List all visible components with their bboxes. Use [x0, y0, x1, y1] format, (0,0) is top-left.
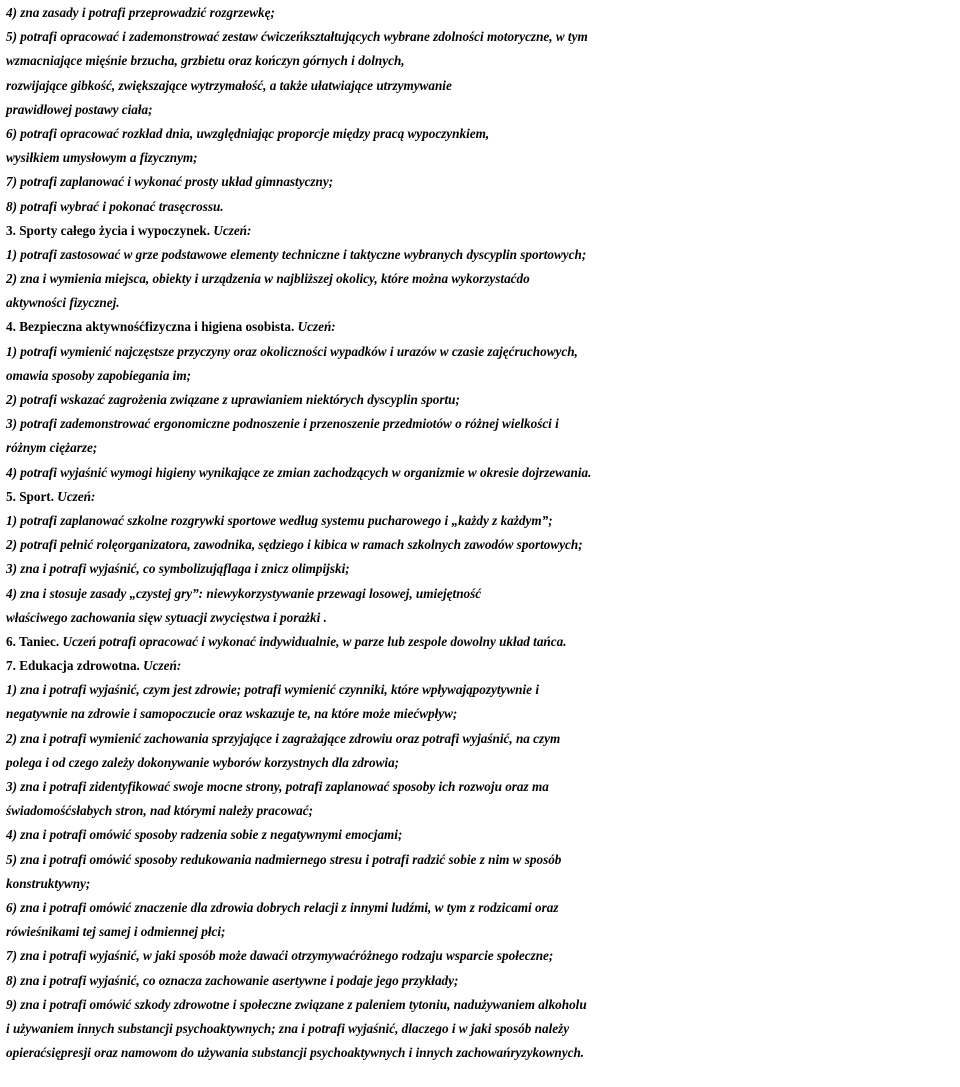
list-item-line: i używaniem innych substancji psychoaktywnych; zna i potrafi wyjaśnić, dlaczego i w jaki sposób należy — [6, 1020, 570, 1036]
list-item-line: prawidłowej postawy ciała; — [6, 101, 153, 117]
list-item-line: 8) zna i potrafi wyjaśnić, co oznacza zachowanie asertywne i podaje jego przykłady; — [6, 972, 459, 988]
list-item-line: 6) potrafi opracować rozkład dnia, uwzględniając proporcje między pracą wypoczynkiem, — [6, 125, 490, 141]
list-item-line: 1) potrafi zastosować w grze podstawowe elementy techniczne i taktyczne wybranych dyscyplin sportowych; — [6, 246, 587, 262]
list-item-line: 4) zna i potrafi omówić sposoby radzenia sobie z negatywnymi emocjami; — [6, 827, 403, 843]
section-heading: 5. Sport. — [6, 488, 54, 504]
list-item-line: 7) potrafi zaplanować i wykonać prosty układ gimnastyczny; — [6, 174, 334, 190]
list-item-line: 8) potrafi wybrać i pokonać trasęcrossu. — [6, 198, 224, 214]
list-item-line: 1) potrafi wymienić najczęstsze przyczyny oraz okoliczności wypadków i urazów w czasie zajęćruchowych, — [6, 343, 578, 359]
list-item-line: wysiłkiem umysłowym a fizycznym; — [6, 150, 198, 166]
list-item-line: rozwijające gibkość, zwiększające wytrzymałość, a także ułatwiające utrzymywanie — [6, 77, 452, 93]
list-item-line: 4) potrafi wyjaśnić wymogi higieny wynikające ze zmian zachodzących w organizmie w okresie dojrzewania. — [6, 464, 592, 480]
section-heading: 6. Taniec. — [6, 633, 60, 649]
list-item-line: 3) zna i potrafi wyjaśnić, co symbolizująflaga i znicz olimpijski; — [6, 561, 350, 577]
list-item-line: omawia sposoby zapobiegania im; — [6, 367, 191, 383]
list-item-line: 3) potrafi zademonstrować ergonomiczne podnoszenie i przenoszenie przedmiotów o różnej wielkości i — [6, 416, 559, 432]
section-heading-line — [6, 630, 958, 654]
section-heading-line — [6, 315, 958, 339]
section-heading: 3. Sporty całego życia i wypoczynek. — [6, 222, 211, 238]
section-heading-rest: Uczeń potrafi opracować i wykonać indywidualnie, w parze lub zespole dowolny układ tańca. — [62, 633, 567, 649]
section-heading-line — [6, 219, 958, 243]
list-item-line: 1) zna i potrafi wyjaśnić, czym jest zdrowie; potrafi wymienić czynniki, które wpływająpozytywnie i — [6, 682, 539, 698]
section-heading: 7. Edukacja zdrowotna. — [6, 658, 140, 674]
list-item-line: polega i od czego zależy dokonywanie wyborów korzystnych dla zdrowia; — [6, 754, 400, 770]
list-item-line: różnym ciężarze; — [6, 440, 98, 456]
list-item-line: 6) zna i potrafi omówić znaczenie dla zdrowia dobrych relacji z innymi ludźmi, w tym z rodzicami oraz — [6, 899, 559, 915]
list-item-line: 3) zna i potrafi zidentyfikować swoje mocne strony, potrafi zaplanować sposoby ich rozwoju oraz ma — [6, 779, 549, 794]
list-item-line: 2) potrafi pełnić rolęorganizatora, zawodnika, sędziego i kibica w ramach szkolnych zawodów sportowych; — [6, 537, 583, 553]
list-item-line: 7) zna i potrafi wyjaśnić, w jaki sposób może dawaći otrzymywaćróżnego rodzaju wsparcie społeczne; — [6, 948, 554, 964]
list-item-line: 2) zna i wymienia miejsca, obiekty i urządzenia w najbliższej okolicy, które można wykorzystaćdo — [6, 271, 530, 287]
list-item-line: właściwego zachowania sięw sytuacji zwycięstwa i porażki . — [6, 609, 327, 625]
list-item-line: konstruktywny; — [6, 875, 91, 891]
list-item-line: 4) zna zasady i potrafi przeprowadzić rozgrzewkę; — [6, 5, 275, 20]
section-heading-line — [6, 485, 958, 509]
list-item-line: 1) potrafi zaplanować szkolne rozgrywki sportowe według systemu pucharowego i „każdy z każdym”; — [6, 512, 553, 528]
list-item-line: 2) potrafi wskazać zagrożenia związane z uprawianiem niektórych dyscyplin sportu; — [6, 392, 460, 407]
list-item-line: aktywności fizycznej. — [6, 295, 120, 311]
list-item-line: 9) zna i potrafi omówić szkody zdrowotne i społeczne związane z paleniem tytoniu, nadużywaniem alkoholu — [6, 996, 587, 1012]
list-item-line: świadomośćsłabych stron, nad którymi należy pracować; — [6, 803, 313, 819]
list-item-line: 5) potrafi opracować i zademonstrować zestaw ćwiczeńkształtujących wybrane zdolności motoryczne, w tym — [6, 29, 588, 45]
list-item-line: opieraćsiępresji oraz namowom do używania substancji psychoaktywnych i innych zachowańryzykownych. — [6, 1045, 585, 1061]
list-item-line: 5) zna i potrafi omówić sposoby redukowania nadmiernego stresu i potrafi radzić sobie z nim w sposób — [6, 851, 562, 867]
section-heading-rest: Uczeń: — [143, 658, 182, 674]
section-heading-rest: Uczeń: — [57, 488, 96, 504]
list-item-line: 4) zna i stosuje zasady „czystej gry”: niewykorzystywanie przewagi losowej, umiejętność — [6, 585, 482, 601]
section-heading-rest: Uczeń: — [213, 222, 252, 238]
list-item-line: rówieśnikami tej samej i odmiennej płci; — [6, 924, 226, 940]
document-body — [6, 1, 958, 1065]
list-item-line: 2) zna i potrafi wymienić zachowania sprzyjające i zagrażające zdrowiu oraz potrafi wyjaśnić, na czym — [6, 730, 561, 746]
section-heading-rest: Uczeń: — [297, 319, 336, 335]
section-heading-line — [6, 654, 958, 678]
section-heading: 4. Bezpieczna aktywnośćfizyczna i higiena osobista. — [6, 319, 295, 335]
list-item-line: negatywnie na zdrowie i samopoczucie oraz wskazuje te, na które może miećwpływ; — [6, 706, 458, 722]
list-item-line: wzmacniające mięśnie brzucha, grzbietu oraz kończyn górnych i dolnych, — [6, 53, 405, 69]
